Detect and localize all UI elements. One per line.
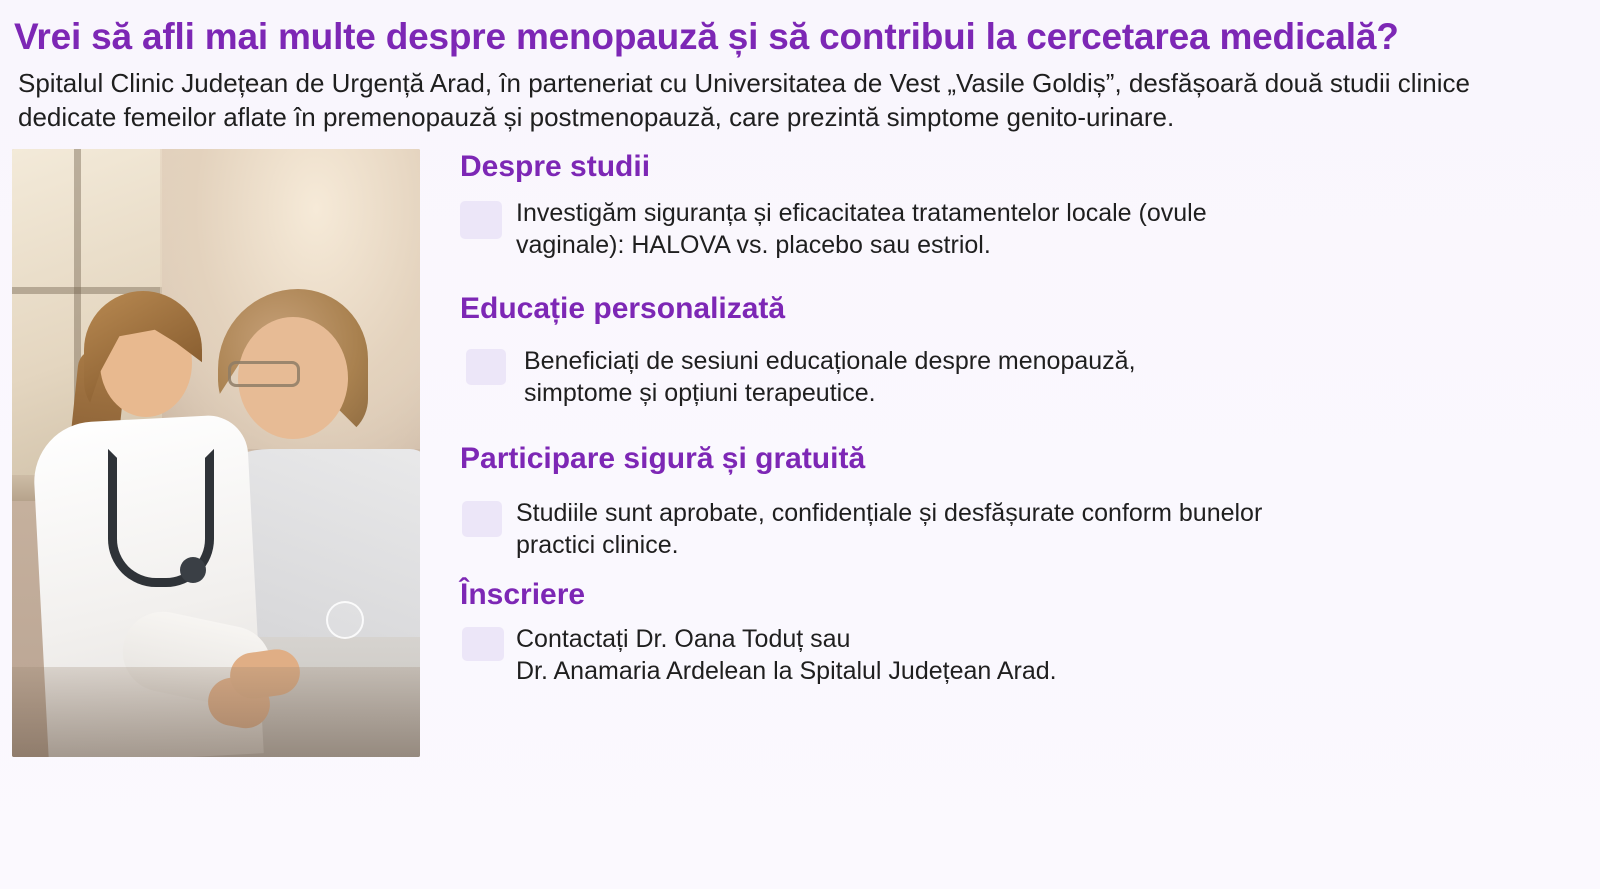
bullet-text	[516, 497, 1262, 561]
floor-shadow	[12, 667, 420, 757]
bullet-line: Studiile sunt aprobate, confidențiale și desfășurate conform bunelor	[516, 498, 1263, 527]
bullet-line: Investigăm siguranța și eficacitatea tratamentelor locale (ovule	[516, 198, 1207, 227]
bullet-marker-icon	[466, 349, 506, 385]
section-participare-sigura	[460, 441, 1576, 561]
stethoscope-chestpiece-icon	[180, 557, 206, 583]
intro-paragraph: Spitalul Clinic Județean de Urgență Arad, în parteneriat cu Universitatea de Vest „Vasile Goldiș”, desfășoară două studii clinice dedicate femeilor aflate în premenopauză și postmenopauză, care prezintă simptome genito-urinare.	[18, 68, 1470, 132]
bullet-line: Beneficiați de sesiuni educaționale despre menopauză,	[524, 346, 1136, 375]
bullet-text	[524, 345, 1136, 409]
section-educatie-personalizata	[460, 291, 1576, 409]
section-title: Educație personalizată	[460, 291, 786, 325]
bullet-text	[516, 197, 1207, 261]
photo-background	[12, 149, 420, 757]
resize-handle-icon[interactable]	[326, 601, 364, 639]
bullet-line: Dr. Anamaria Ardelean la Spitalul Județean Arad.	[516, 656, 1057, 685]
section-title: Participare sigură și gratuită	[460, 441, 866, 475]
bullet-item	[462, 623, 1576, 687]
sections-column	[420, 149, 1600, 687]
patient-glasses	[228, 361, 300, 387]
section-inscriere	[460, 577, 1576, 687]
bullet-item	[462, 497, 1576, 561]
bullet-marker-icon	[462, 627, 504, 661]
bullet-line: vaginale): HALOVA vs. placebo sau estriol.	[516, 230, 991, 259]
bullet-line: Contactați Dr. Oana Toduț sau	[516, 624, 851, 653]
bullet-text	[516, 623, 1057, 687]
page-title: Vrei să afli mai multe despre menopauză și să contribui la cercetarea medicală?	[14, 16, 1399, 57]
bullet-marker-icon	[462, 501, 502, 537]
bullet-item	[460, 197, 1576, 261]
bullet-line: simptome și opțiuni terapeutice.	[524, 378, 876, 407]
bullet-item	[466, 345, 1576, 409]
bullet-marker-icon	[460, 201, 502, 239]
section-despre-studii	[460, 149, 1576, 261]
section-title: Înscriere	[460, 577, 586, 611]
consultation-photo	[12, 149, 420, 757]
section-title: Despre studii	[460, 149, 651, 183]
bullet-line: practici clinice.	[516, 530, 679, 559]
content-area	[0, 149, 1600, 757]
